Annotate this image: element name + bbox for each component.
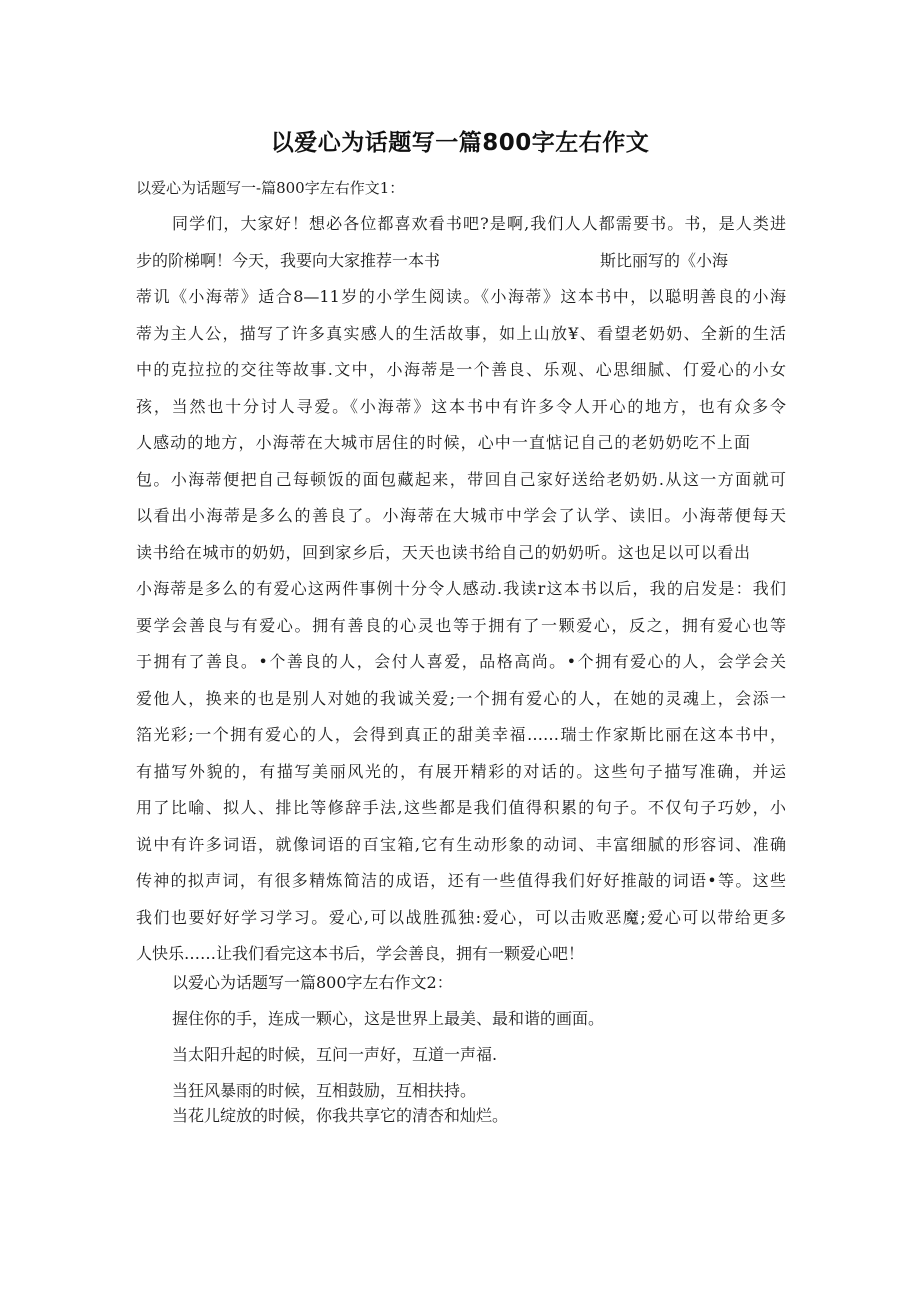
essay1-line: 蒂讥《小海蒂》适合8—11岁的小学生阅读。《小海蒂》这本书中，以聪明善良的小海 bbox=[136, 287, 786, 306]
essay2-heading: 以爱心为话题写一篇800字左右作文2： bbox=[172, 973, 453, 992]
essay2-line: 当太阳升起的时候，互问一声好，互道一声福. bbox=[172, 1045, 498, 1064]
essay1-line bbox=[136, 247, 786, 284]
essay1-line: 用了比喻、拟人、排比等修辞手法,这些都是我们值得积累的句子。不仅句子巧妙，小 bbox=[136, 798, 786, 817]
essay1-line-segment: 步的阶梯啊！今天，我要向大家推荐一本书 bbox=[136, 250, 441, 270]
document-title: 以爱心为话题写一篇800字左右作文 bbox=[270, 130, 650, 156]
essay1-line: 我们也要好好学习学习。爱心,可以战胜孤独:爱心，可以击败恶魔;爱心可以带给更多 bbox=[136, 907, 786, 927]
essay1-line: 传神的拟声词，有很多精炼简洁的成语，还有一些值得我们好好推敲的词语•等。这些 bbox=[136, 871, 786, 890]
essay1-line: 蒂为主人公，描写了许多真实感人的生活故事，如上山放¥、看望老奶奶、全新的生活 bbox=[136, 323, 786, 343]
essay1-line: 包。小海蒂便把自己每顿饭的面包藏起来，带回自己家好送给老奶奶.从这一方面就可 bbox=[136, 469, 786, 489]
essay1-line: 中的克拉拉的交往等故事.文中，小海蒂是一个善良、乐观、心思细腻、仃爱心的小女 bbox=[136, 360, 786, 379]
essay1-heading: 以爱心为话题写一-篇800字左右作文1： bbox=[136, 179, 405, 197]
essay1-line-segment: 斯比丽写的《小海 bbox=[599, 250, 728, 270]
essay1-line: 小海蒂是多么的有爱心这两件事例十分令人感动.我读r这本书以后，我的启发是：我们 bbox=[136, 579, 786, 598]
essay1-line: 要学会善良与有爱心。拥有善良的心灵也等于拥有了一颗爱心，反之，拥有爱心也等 bbox=[136, 615, 786, 635]
essay1-line: 孩，当然也十分讨人寻爱。《小海蒂》这本书中有许多令人开心的地方，也有众多令 bbox=[136, 396, 786, 416]
essay1-line: 读书给在城市的奶奶，回到家乡后，天天也读书给自己的奶奶听。这也足以可以看出 bbox=[136, 542, 750, 562]
essay1-line: 箔光彩;一个拥有爱心的人，会得到真正的甜美幸福……瑞士作家斯比丽在这本书中， bbox=[136, 725, 786, 744]
essay1-line: 同学们，大家好！想必各位都喜欢看书吧?是啊,我们人人都需要书。书，是人类进 bbox=[172, 214, 786, 233]
essay2-line: 握住你的手，连成一颗心，这是世界上最美、最和谐的画面。 bbox=[172, 1009, 605, 1028]
essay1-body bbox=[136, 210, 786, 977]
essay1-line: 以看出小海蒂是多么的善良了。小海蒂在大城市中学会了认学、读旧。小海蒂便每天 bbox=[136, 506, 786, 525]
essay2-line: 当花儿绽放的时候，你我共享它的清杏和灿烂。 bbox=[172, 1106, 509, 1125]
essay1-line: 爱他人，换来的也是别人对她的我诚关爱;一个拥有爱心的人，在她的灵魂上，会添一 bbox=[136, 688, 786, 708]
essay1-line: 于拥有了善良。•个善良的人，会付人喜爱，品格高尚。•个拥有爱心的人，会学会关 bbox=[136, 652, 786, 671]
essay1-line: 人感动的地方，小海蒂在大城市居住的时候，心中一直惦记自己的老奶奶吃不上面 bbox=[136, 433, 750, 452]
essay1-line: 人快乐……让我们看完这本书后，学会善良，拥有一颗爱心吧！ bbox=[136, 944, 585, 963]
essay1-line: 有描写外貌的，有描写美丽风光的，有展开精彩的对话的。这些句子描写准确，并运 bbox=[136, 761, 786, 781]
essay2-line: 当狂风暴雨的时候，互相鼓励，互相扶持。 bbox=[172, 1081, 477, 1100]
essay1-line: 说中有许多词语，就像词语的百宝箱,它有生动形象的动词、丰富细腻的形容词、准确 bbox=[136, 834, 786, 854]
